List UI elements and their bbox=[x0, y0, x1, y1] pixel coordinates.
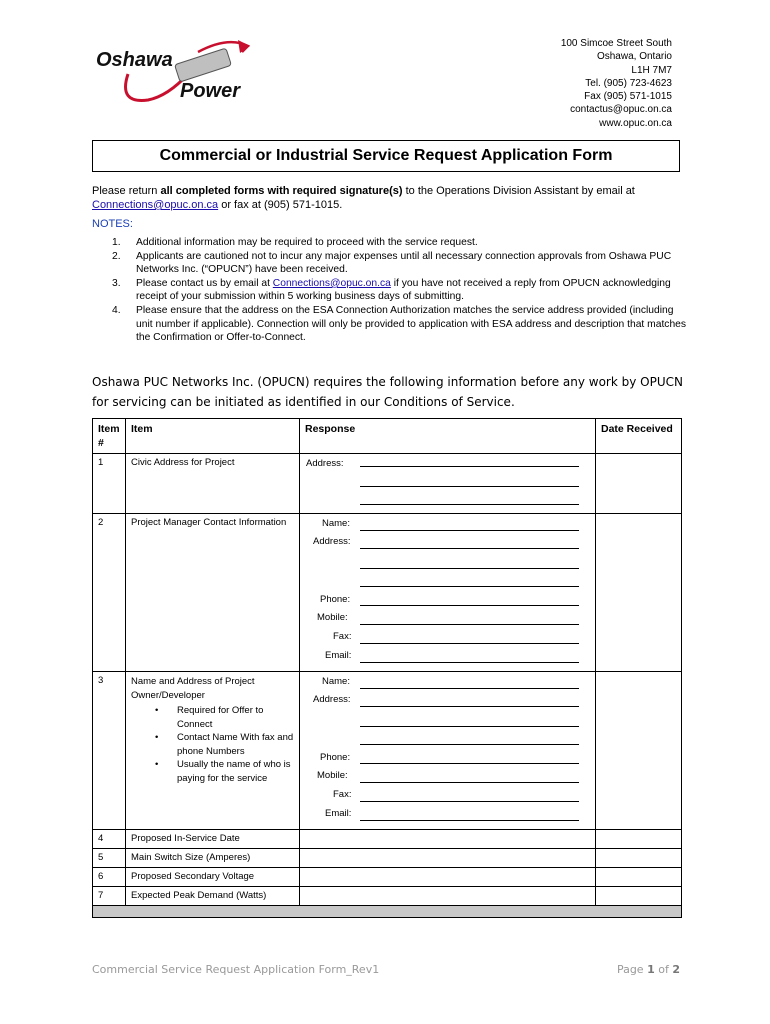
note-item bbox=[112, 304, 692, 345]
intro-text: to the Operations Division Assistant by email at bbox=[402, 185, 635, 197]
date-received-cell[interactable] bbox=[596, 887, 682, 906]
date-received-cell[interactable] bbox=[596, 830, 682, 849]
footer-page-number bbox=[617, 963, 680, 976]
address-input-line[interactable] bbox=[360, 504, 579, 505]
field-label: Address: bbox=[313, 536, 351, 547]
field-label: Email: bbox=[325, 650, 352, 661]
header-date-received: Date Received bbox=[596, 419, 682, 454]
row-item: Project Manager Contact Information bbox=[126, 514, 300, 672]
row-item: Main Switch Size (Amperes) bbox=[126, 849, 300, 868]
field-label: Mobile: bbox=[317, 770, 348, 781]
address-input-line[interactable] bbox=[360, 726, 579, 727]
address-line: Fax (905) 571-1015 bbox=[584, 91, 672, 103]
note-item bbox=[112, 277, 692, 304]
page-word: Page bbox=[616, 963, 648, 976]
oshawa-power-logo bbox=[88, 34, 268, 108]
table-row bbox=[93, 514, 682, 672]
field-label: Address: bbox=[306, 458, 344, 469]
field-label: Email: bbox=[325, 808, 352, 819]
note-number: 2. bbox=[112, 250, 121, 262]
service-request-table bbox=[92, 418, 682, 918]
response-cell[interactable] bbox=[300, 887, 596, 906]
address-input-line[interactable] bbox=[360, 486, 579, 487]
footer-document-name: Commercial Service Request Application Form_Rev1 bbox=[92, 963, 380, 976]
notes-label: NOTES: bbox=[92, 218, 133, 230]
company-address bbox=[561, 37, 672, 130]
fax-input-line[interactable] bbox=[360, 801, 579, 802]
date-received-cell[interactable] bbox=[596, 514, 682, 672]
bullet-item: • Contact Name With fax and phone Numbers bbox=[155, 731, 294, 758]
phone-input-line[interactable] bbox=[360, 763, 579, 764]
contact-email[interactable]: contactus@opuc.on.ca bbox=[570, 104, 672, 116]
note-item bbox=[112, 236, 692, 250]
connections-email-link[interactable]: Connections@opuc.on.ca bbox=[272, 277, 391, 289]
table-bottom-bar bbox=[93, 906, 682, 918]
gray-divider bbox=[93, 906, 682, 918]
note-item bbox=[112, 250, 692, 277]
field-label: Fax: bbox=[333, 789, 352, 800]
header-response: Response bbox=[300, 419, 596, 454]
table-row bbox=[93, 672, 682, 830]
note-number: 1. bbox=[112, 237, 121, 248]
header-item: Item bbox=[126, 419, 300, 454]
field-label: Name: bbox=[322, 518, 350, 529]
date-received-cell[interactable] bbox=[596, 849, 682, 868]
address-input-line[interactable] bbox=[360, 744, 579, 745]
note-text: if you have not received a reply from OPUCN acknowledging receipt of your submission within 5 working business days of submitting. bbox=[136, 277, 671, 303]
website-link[interactable]: www.opuc.on.ca bbox=[599, 117, 672, 129]
intro-bold-text: all completed forms with required signature(s) bbox=[160, 185, 403, 197]
note-number: 4. bbox=[112, 304, 121, 316]
row-item: Proposed Secondary Voltage bbox=[126, 868, 300, 887]
of-word: of bbox=[654, 963, 673, 976]
name-input-line[interactable] bbox=[360, 688, 579, 689]
email-input-line[interactable] bbox=[360, 820, 579, 821]
table-row bbox=[93, 868, 682, 887]
requirements-paragraph: Oshawa PUC Networks Inc. (OPUCN) requires the following information before any work by OPUCN for servicing can be initiated as identified in our Conditions of Service. bbox=[92, 375, 683, 409]
date-received-cell[interactable] bbox=[596, 454, 682, 514]
phone-input-line[interactable] bbox=[360, 605, 579, 606]
fax-input-line[interactable] bbox=[360, 643, 579, 644]
note-text: Additional information may be required to proceed with the service request. bbox=[136, 237, 478, 248]
row-item bbox=[126, 672, 300, 830]
row-item: Civic Address for Project bbox=[126, 454, 300, 514]
address-line: 100 Simcoe Street South bbox=[560, 38, 672, 49]
field-label: Phone: bbox=[320, 594, 351, 605]
page-current: 1 bbox=[647, 963, 655, 976]
address-input-line[interactable] bbox=[360, 466, 579, 467]
address-input-line[interactable] bbox=[360, 586, 579, 587]
mobile-input-line[interactable] bbox=[360, 782, 579, 783]
notes-list bbox=[112, 236, 692, 345]
address-input-line[interactable] bbox=[360, 548, 579, 549]
table-row bbox=[93, 849, 682, 868]
row-number: 3 bbox=[93, 672, 126, 830]
intro-text: or fax at (905) 571-1015. bbox=[218, 199, 343, 211]
response-cell bbox=[300, 514, 596, 672]
email-input-line[interactable] bbox=[360, 662, 579, 663]
table-row bbox=[93, 830, 682, 849]
note-text: Please ensure that the address on the ESA Connection Authorization matches the service address provided (including unit number if applicable). Connection will only be provided to application with ESA address and description that matches the Confirmation or Offer-to-Connect. bbox=[136, 304, 687, 344]
note-text: Applicants are cautioned not to incur any major expenses until all necessary connection approvals from Oshawa PUC Networks Inc. (“OPUCN”) have been received. bbox=[136, 250, 672, 276]
field-label: Address: bbox=[313, 694, 351, 705]
field-label: Mobile: bbox=[317, 612, 348, 623]
header-item-number: Item # bbox=[93, 419, 126, 454]
intro-paragraph bbox=[92, 184, 692, 212]
requirements-bullets bbox=[131, 704, 294, 785]
response-cell[interactable] bbox=[300, 830, 596, 849]
date-received-cell[interactable] bbox=[596, 672, 682, 830]
mobile-input-line[interactable] bbox=[360, 624, 579, 625]
logo-text-power: Power bbox=[180, 80, 241, 102]
logo-text-oshawa: Oshawa bbox=[96, 49, 173, 71]
field-label: Phone: bbox=[320, 752, 351, 763]
response-cell[interactable] bbox=[300, 868, 596, 887]
bullet-item: • Required for Offer to Connect bbox=[155, 704, 294, 731]
address-line: Tel. (905) 723-4623 bbox=[585, 77, 672, 89]
connections-email-link[interactable]: Connections@opuc.on.ca bbox=[92, 199, 219, 211]
row-item-label: Name and Address of Project Owner/Developer bbox=[131, 676, 255, 701]
table-header-row bbox=[93, 419, 682, 454]
row-item: Proposed In-Service Date bbox=[126, 830, 300, 849]
note-text: Please contact us by email at bbox=[136, 277, 273, 289]
address-input-line[interactable] bbox=[360, 706, 579, 707]
bullet-item: • Usually the name of who is paying for the service bbox=[155, 758, 294, 785]
field-label: Fax: bbox=[333, 631, 352, 642]
field-label: Name: bbox=[322, 676, 350, 687]
response-cell[interactable] bbox=[300, 849, 596, 868]
note-number: 3. bbox=[112, 277, 121, 289]
name-input-line[interactable] bbox=[360, 530, 579, 531]
address-input-line[interactable] bbox=[360, 568, 579, 569]
row-number: 1 bbox=[93, 454, 126, 514]
row-number: 2 bbox=[93, 514, 126, 672]
row-number: 7 bbox=[93, 887, 126, 906]
row-number: 4 bbox=[93, 830, 126, 849]
address-line: L1H 7M7 bbox=[631, 64, 672, 76]
address-line: Oshawa, Ontario bbox=[596, 51, 672, 63]
page-total: 2 bbox=[672, 963, 680, 976]
intro-text: Please return bbox=[92, 185, 161, 197]
row-number: 5 bbox=[93, 849, 126, 868]
row-item: Expected Peak Demand (Watts) bbox=[126, 887, 300, 906]
response-cell bbox=[300, 454, 596, 514]
row-number: 6 bbox=[93, 868, 126, 887]
form-title: Commercial or Industrial Service Request Application Form bbox=[92, 140, 680, 172]
table-row bbox=[93, 454, 682, 514]
date-received-cell[interactable] bbox=[596, 868, 682, 887]
table-row bbox=[93, 887, 682, 906]
response-cell bbox=[300, 672, 596, 830]
